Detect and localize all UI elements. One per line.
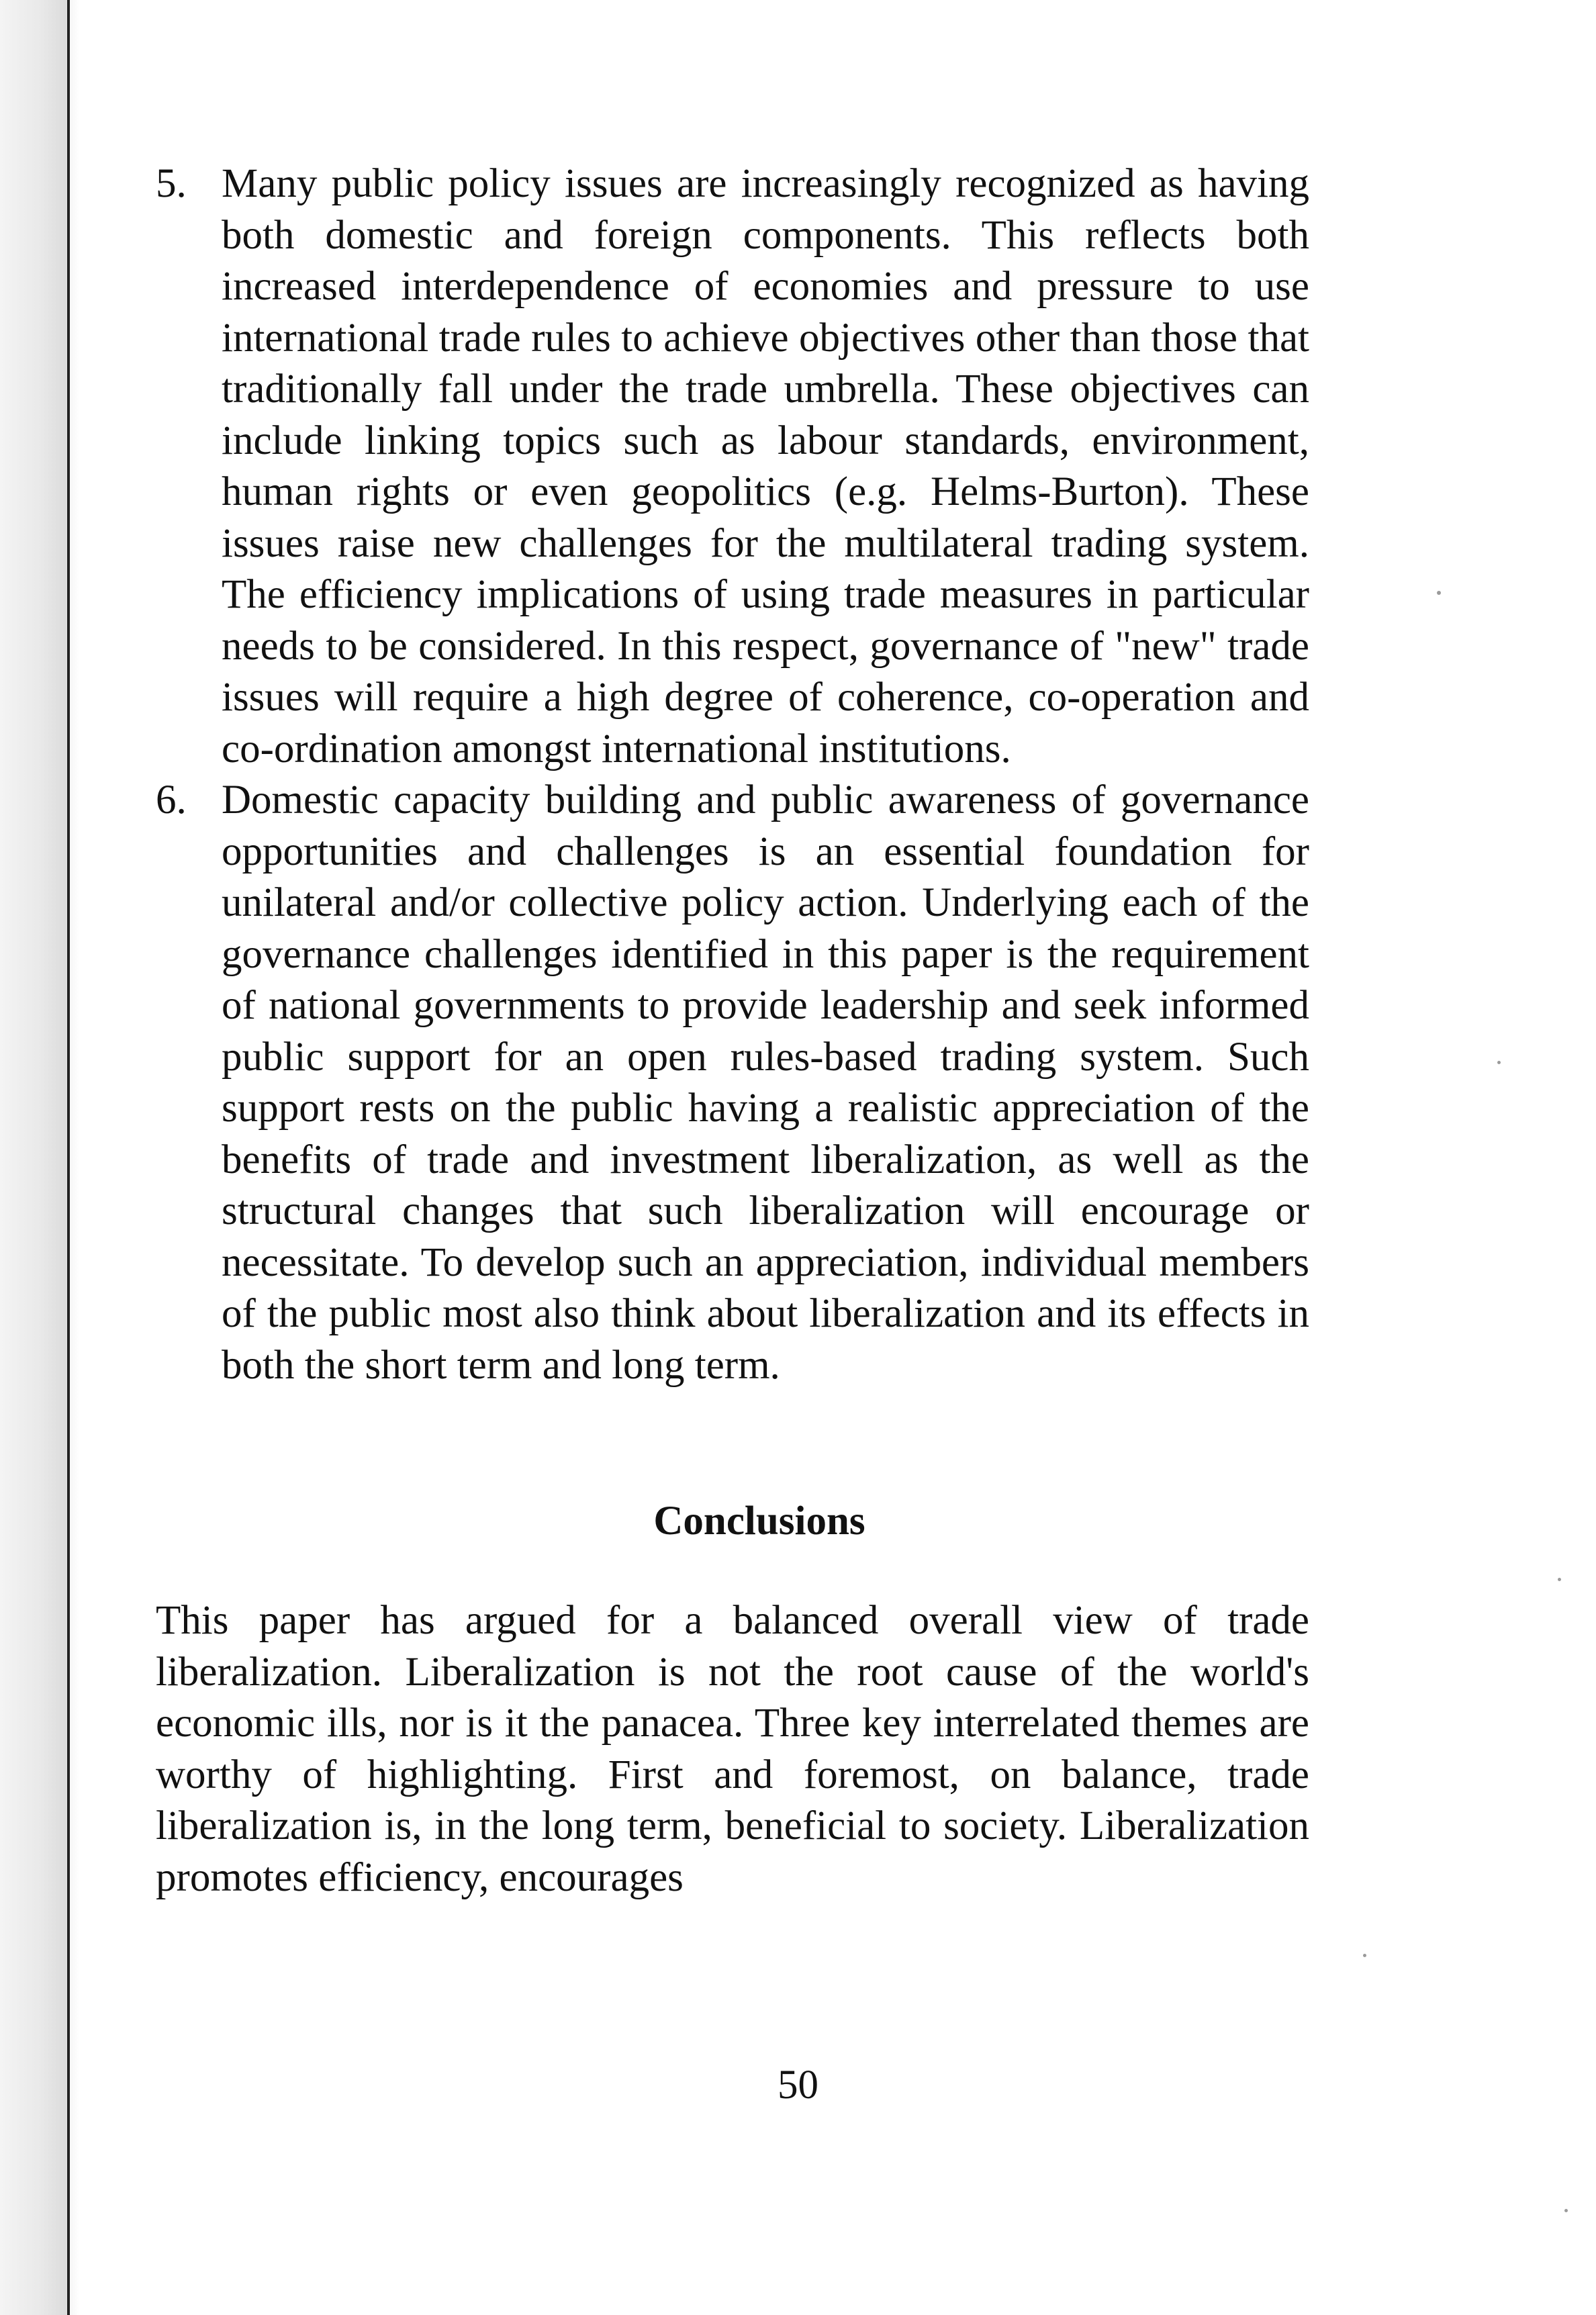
binding-line <box>67 0 70 2315</box>
list-item-number: 6. <box>156 777 187 822</box>
scan-speck <box>1558 1578 1561 1581</box>
scan-speck <box>1437 591 1441 595</box>
section-heading: Conclusions <box>653 1499 865 1544</box>
page-content <box>156 158 1309 1903</box>
page-number: 50 <box>778 2063 818 2108</box>
list-item <box>156 775 1309 1391</box>
list-item-number: 5. <box>156 161 187 206</box>
list-item-text: Domestic capacity building and public awareness of governance opportunities and challenges is an essential foundation for unilateral and/or collective policy action. Underlying each of the governance challenges identified in this paper is the requirement of national governments to provide leadership and seek informed public support for an open rules-based trading system. Such support rests on the public having a realistic appreciation of the benefits of trade and investment liberalization, as well as the structural changes that such liberalization will encourage or necessitate. To develop such an appreciation, individual members of the public most also think about liberalization and its effects in both the short term and long term. <box>222 777 1309 1388</box>
numbered-list <box>156 158 1309 1391</box>
scan-speck <box>1564 2209 1568 2212</box>
scan-speck <box>1497 1061 1501 1064</box>
conclusions-paragraph: This paper has argued for a balanced overall view of trade liberalization. Liberalization is not the root cause of the world's economic ills, nor is it the panacea. Three key interrelated themes are worthy of highlighting. First and foremost, on balance, trade liberalization is, in the long term, beneficial to society. Liberalization promotes efficiency, encourages <box>156 1598 1309 1900</box>
scan-speck <box>1363 1954 1366 1957</box>
list-item <box>156 158 1309 775</box>
list-item-text: Many public policy issues are increasingly recognized as having both domestic and foreign components. This reflects both increased interdependence of economies and pressure to use international trade rules to achieve objectives other than those that traditionally fall under the trade umbrella. These objectives can include linking topics such as labour standards, environment, human rights or even geopolitics (e.g. Helms-Burton). These issues raise new challenges for the multilateral trading system. The efficiency implications of using trade measures in particular needs to be considered. In this respect, governance of "new" trade issues will require a high degree of coherence, co-operation and co-ordination amongst international institutions. <box>222 161 1309 771</box>
